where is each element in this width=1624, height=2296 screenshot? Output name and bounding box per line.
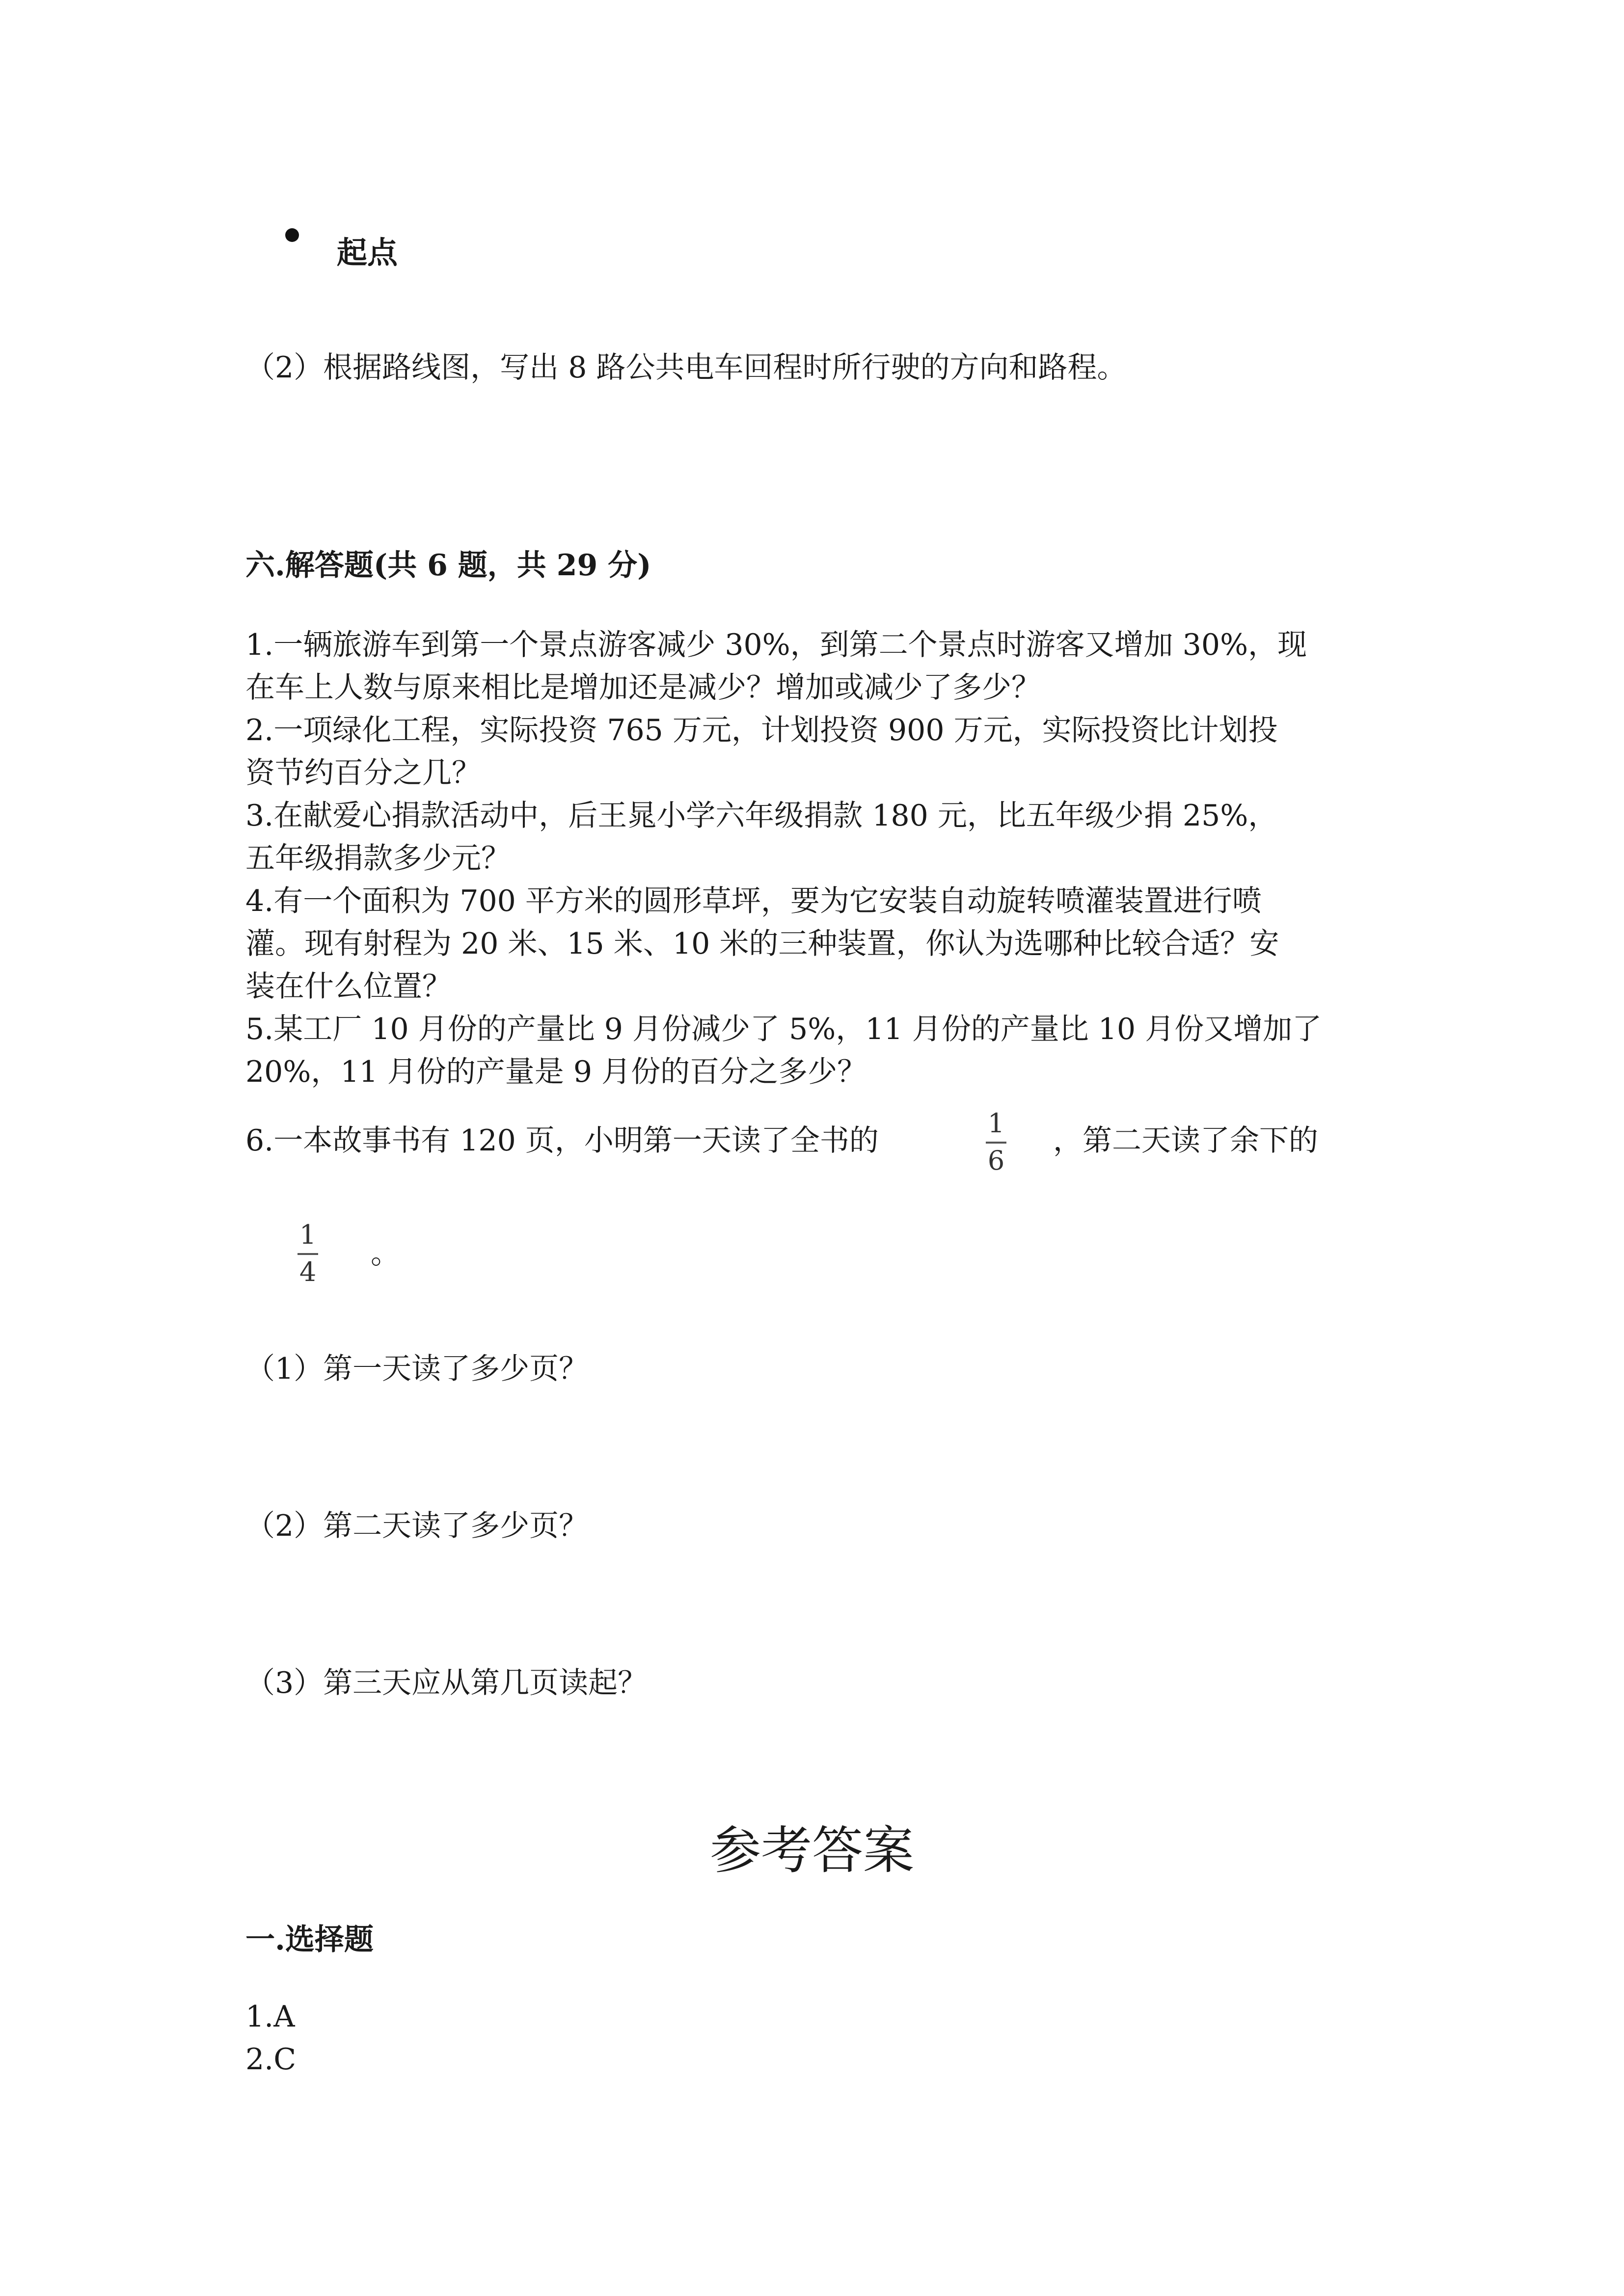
q4-line2: 灌。现有射程为 20 米、15 米、10 米的三种装置，你认为选哪种比较合适？安 xyxy=(245,927,1279,961)
q2-line1: 2.一项绿化工程，实际投资 765 万元，计划投资 900 万元，实际投资比计划投 xyxy=(245,713,1278,748)
q2-line2: 资节约百分之几？ xyxy=(245,756,481,790)
answers-section1-heading: 一.选择题 xyxy=(245,1922,374,1957)
q1-line1: 1.一辆旅游车到第一个景点游客减少 30%，到第二个景点时游客又增加 30%，现 xyxy=(245,628,1307,662)
q6-sub2: （2）第二天读了多少页？ xyxy=(245,1509,589,1543)
q6-text-b: ，第二天读了余下的 xyxy=(1053,1123,1318,1158)
q5-line2: 20%，11 月份的产量是 9 月份的百分之多少？ xyxy=(245,1055,867,1089)
fraction-numerator: 1 xyxy=(299,1219,317,1250)
start-point-dot xyxy=(285,228,299,242)
q6-fraction-one-fourth xyxy=(298,1220,318,1287)
q6-fraction-one-sixth xyxy=(986,1108,1006,1176)
fraction-bar xyxy=(986,1142,1006,1144)
fraction-denominator: 6 xyxy=(987,1145,1005,1176)
q3-line1: 3.在献爱心捐款活动中，后王晁小学六年级捐款 180 元，比五年级少捐 25%， xyxy=(245,799,1278,833)
q3-line2: 五年级捐款多少元？ xyxy=(245,841,511,876)
q6-text-c: 。 xyxy=(371,1236,400,1271)
fraction-bar xyxy=(298,1253,318,1255)
q6-text-a: 6.一本故事书有 120 页，小明第一天读了全书的 xyxy=(245,1123,879,1158)
answer-key-title: 参考答案 xyxy=(709,1820,914,1880)
q6-sub1: （1）第一天读了多少页？ xyxy=(245,1352,589,1386)
fraction-numerator: 1 xyxy=(987,1108,1005,1139)
q4-line3: 装在什么位置？ xyxy=(245,969,452,1004)
answer-item: 1.A xyxy=(245,2000,295,2034)
q6-sub3: （3）第三天应从第几页读起？ xyxy=(245,1666,648,1700)
prev-question-part2: （2）根据路线图，写出 8 路公共电车回程时所行驶的方向和路程。 xyxy=(245,350,1127,385)
start-point-label: 起点 xyxy=(337,235,398,270)
fraction-denominator: 4 xyxy=(299,1256,317,1287)
section6-heading: 六.解答题(共 6 题，共 29 分) xyxy=(245,548,651,583)
answer-item: 2.C xyxy=(245,2042,297,2077)
q1-line2: 在车上人数与原来相比是增加还是减少？增加或减少了多少？ xyxy=(245,670,1041,705)
q5-line1: 5.某工厂 10 月份的产量比 9 月份减少了 5%，11 月份的产量比 10 月份又增加了 xyxy=(245,1012,1322,1046)
q4-line1: 4.有一个面积为 700 平方米的圆形草坪，要为它安装自动旋转喷灌装置进行喷 xyxy=(245,884,1262,918)
